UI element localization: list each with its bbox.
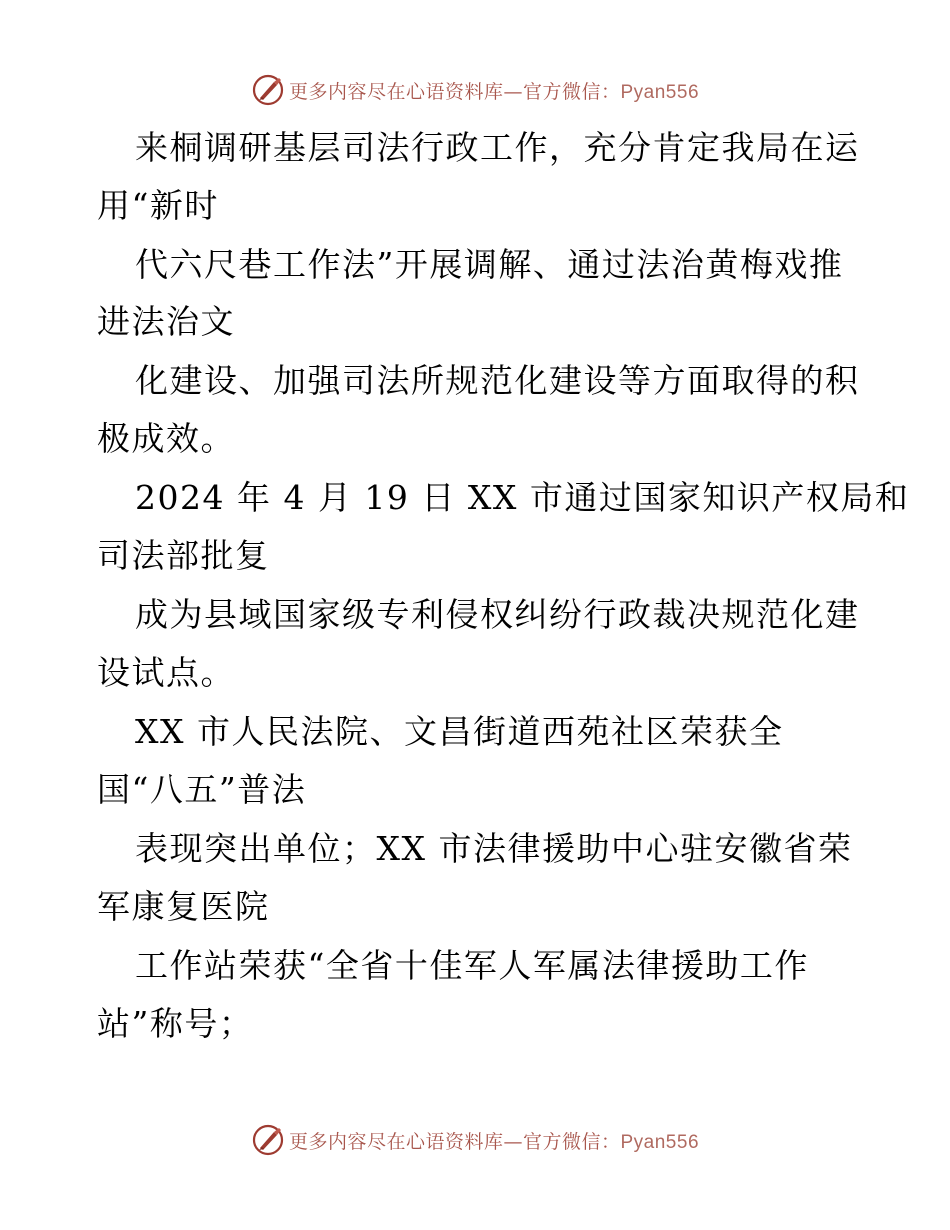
body-line: 站”称号；	[97, 1004, 254, 1043]
body-line: 工作站荣获“全省十佳军人军属法律援助工作	[135, 946, 809, 985]
body-line: 2024 年 4 月 19 日 XX 市通过国家知识产权局和	[135, 478, 910, 517]
body-line: 设试点。	[97, 653, 235, 692]
body-line: 军康复医院	[97, 887, 270, 926]
footer-banner-text: 更多内容尽在心语资料库—官方微信：Pyan556	[288, 1130, 700, 1153]
body-line: XX 市人民法院、文昌街道西苑社区荣获全	[135, 712, 784, 751]
header-banner	[0, 70, 950, 110]
body-line: 成为县域国家级专利侵权纠纷行政裁决规范化建	[135, 595, 860, 634]
header-banner-text: 更多内容尽在心语资料库—官方微信：Pyan556	[288, 80, 700, 103]
body-line: 用“新时	[97, 186, 219, 225]
quill-logo-icon	[251, 1123, 285, 1157]
body-line: 司法部批复	[97, 536, 270, 575]
body-line: 表现突出单位；XX 市法律援助中心驻安徽省荣	[135, 829, 853, 868]
footer-banner	[0, 1120, 950, 1160]
body-line: 代六尺巷工作法”开展调解、通过法治黄梅戏推	[135, 245, 844, 284]
body-line: 化建设、加强司法所规范化建设等方面取得的积	[135, 361, 860, 400]
quill-logo-icon	[251, 73, 285, 107]
body-line: 来桐调研基层司法行政工作，充分肯定我局在运	[135, 128, 860, 167]
body-line: 国“八五”普法	[97, 770, 307, 809]
body-line: 极成效。	[97, 419, 235, 458]
body-line: 进法治文	[97, 302, 235, 341]
